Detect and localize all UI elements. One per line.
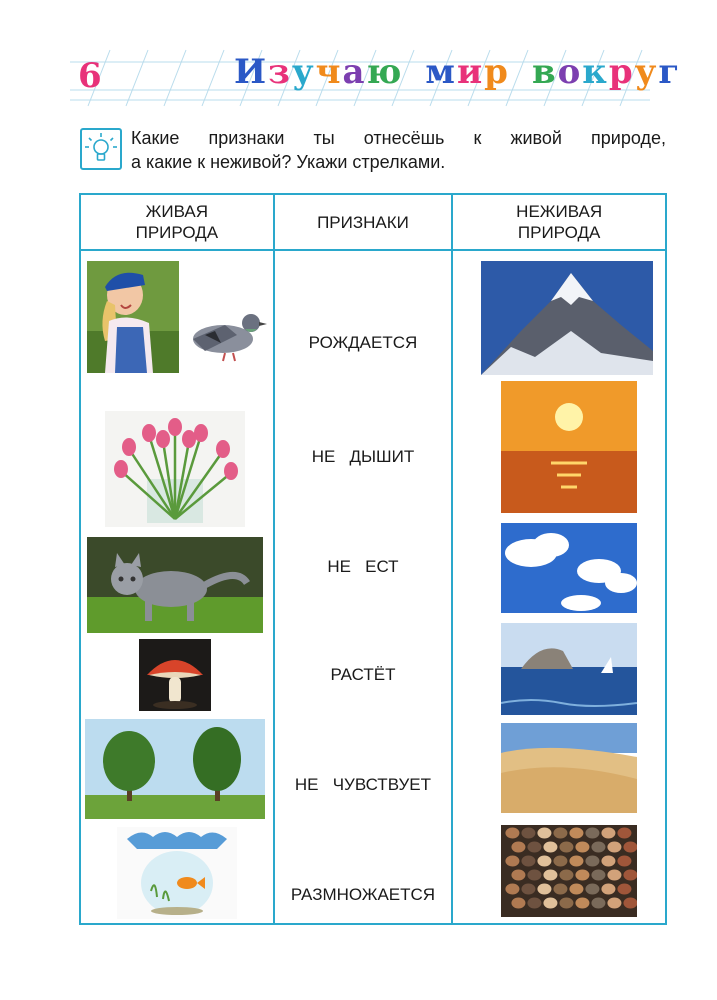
nature-table — [79, 193, 667, 925]
sign-not-breathe: НЕ ДЫШИТ — [311, 447, 415, 466]
nonliving-column — [452, 250, 666, 924]
sign-not-feel: НЕ ЧУВСТВУЕТ — [294, 775, 431, 794]
tulips-photo[interactable] — [105, 411, 245, 527]
title-letter: г — [658, 52, 682, 92]
title-letter: р — [608, 52, 635, 92]
living-column — [80, 250, 274, 924]
title-letter: и — [456, 52, 485, 92]
task-line-2: а какие к неживой? Укажи стрелками. — [131, 152, 446, 172]
task-line-1: Какие признаки ты отнесёшь к живой природе, — [131, 128, 666, 148]
sea-photo[interactable] — [501, 623, 637, 715]
pigeon-photo[interactable] — [185, 295, 269, 365]
title-letter: И — [234, 52, 269, 92]
girl-photo[interactable] — [87, 261, 179, 373]
page-number: 6 — [78, 56, 102, 96]
pebbles-photo[interactable] — [501, 825, 637, 917]
header-signs: ПРИЗНАКИ — [274, 194, 453, 250]
title-letter: з — [268, 52, 292, 92]
title-letter: р — [484, 52, 510, 92]
title-letter: о — [557, 52, 583, 92]
signs-column — [274, 250, 453, 924]
mountain-photo[interactable] — [481, 261, 653, 375]
kitten-photo[interactable] — [87, 537, 263, 633]
lightbulb-icon — [80, 128, 122, 170]
sign-not-eat: НЕ ЕСТ — [327, 557, 399, 576]
desert-photo[interactable] — [501, 723, 637, 813]
trees-photo[interactable] — [85, 719, 265, 819]
clouds-photo[interactable] — [501, 523, 637, 613]
sign-reproduces: РАЗМНОЖАЕТСЯ — [290, 885, 436, 904]
title-letter: м — [425, 52, 457, 92]
title-letter: ч — [315, 52, 343, 92]
title-letter: а — [342, 52, 367, 92]
page-title — [234, 52, 681, 92]
task-text — [131, 126, 666, 174]
title-letter: у — [634, 52, 659, 92]
fishbowl-photo[interactable] — [117, 827, 237, 919]
sunset-photo[interactable] — [501, 381, 637, 513]
title-letter: у — [291, 52, 316, 92]
header-nonliving: НЕЖИВАЯ ПРИРОДА — [452, 194, 666, 250]
page-header — [0, 0, 717, 110]
title-letter: к — [582, 52, 609, 92]
mushroom-photo[interactable] — [139, 639, 211, 711]
sign-grows: РАСТЁТ — [330, 665, 396, 684]
title-letter: в — [531, 52, 558, 92]
title-letter: ю — [366, 52, 404, 92]
header-living: ЖИВАЯ ПРИРОДА — [80, 194, 274, 250]
sign-born: РОЖДАЕТСЯ — [308, 333, 418, 352]
